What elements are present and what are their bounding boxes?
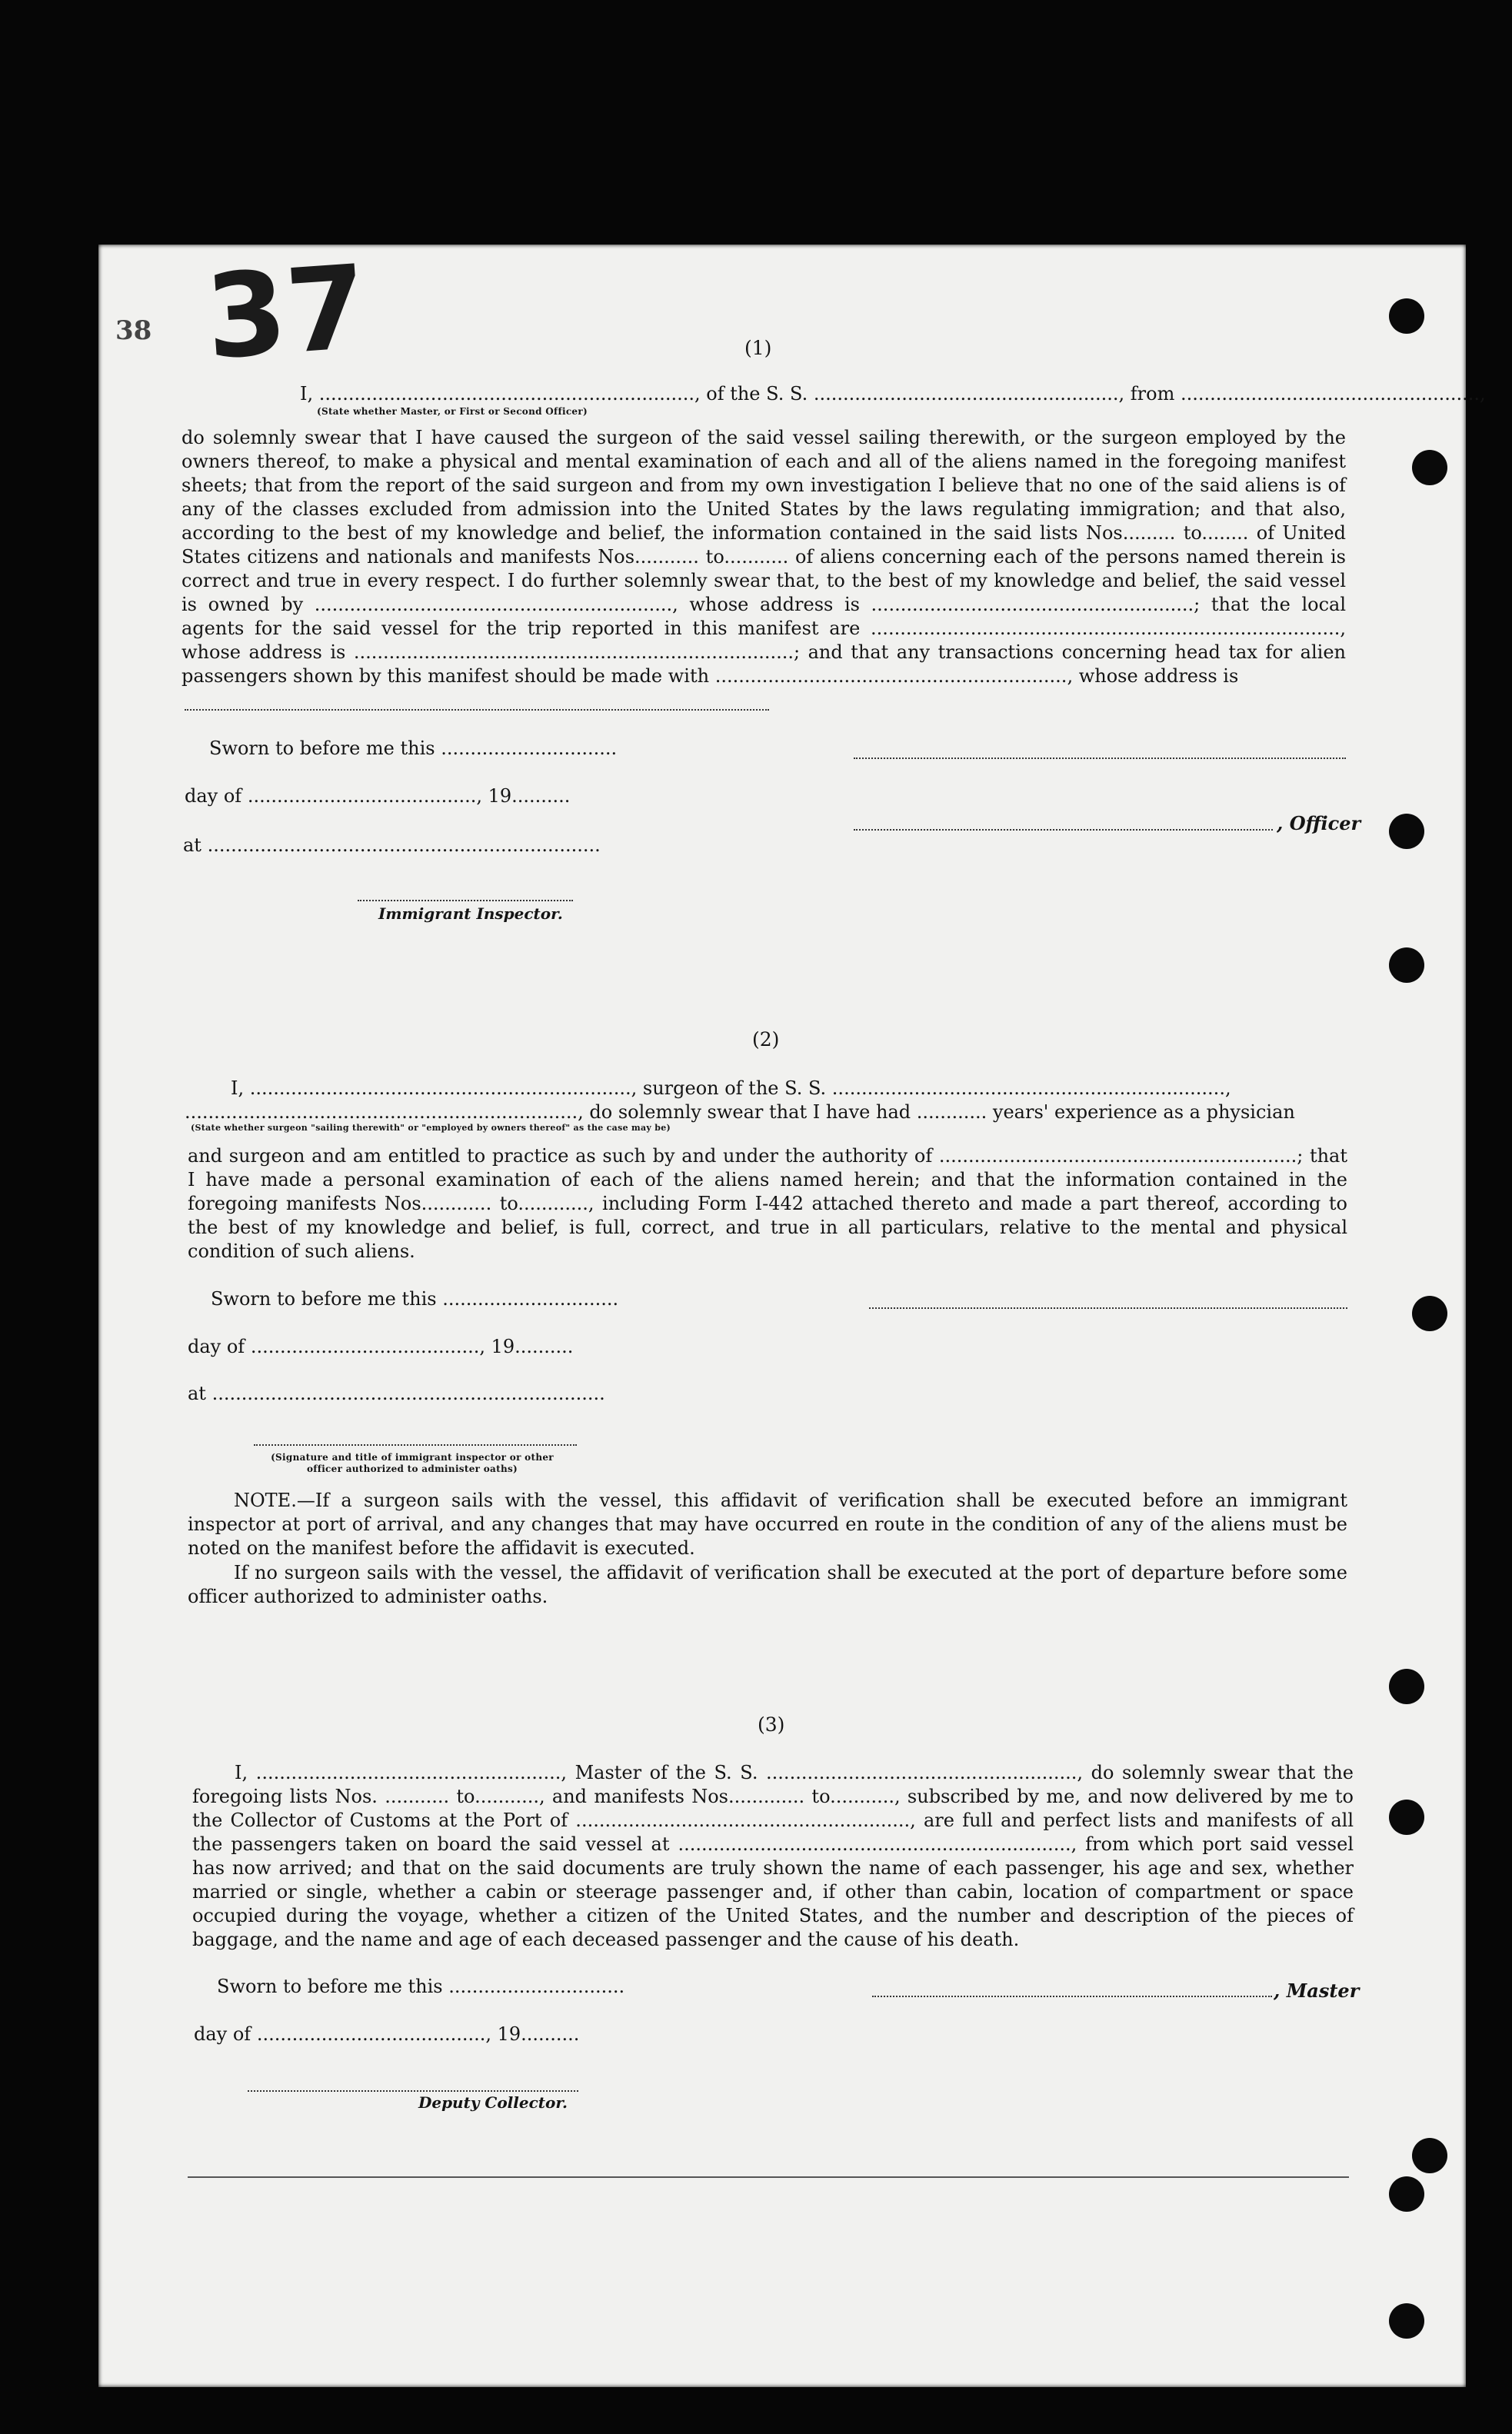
- page-stamp-number: 37: [201, 240, 371, 386]
- punch-hole: [1389, 2176, 1424, 2212]
- master-caption: , Master: [1274, 1979, 1360, 2002]
- section-1-first-line: I, ................................................................, of the S. S. ...................................................., from ...................................................,: [300, 383, 1486, 405]
- sworn-line-3: Sworn to before me this ..............................: [217, 1976, 625, 1997]
- master-label: Master: [1286, 1979, 1360, 2002]
- section-2-body: and surgeon and am entitled to practice as such by and under the authority of .............................................................; that I have made a personal examination of each of the aliens named herein; and that the information contained in the foregoing manifests Nos............ to............, including Form I-442 attached thereto and made a part thereof, according to the best of my knowledge and belief, is full, correct, and true in all particulars, relative to the mental and physical condition of such aliens.: [188, 1145, 1347, 1262]
- officer-signature-line: [854, 829, 1273, 831]
- oath-signature-line: [254, 1444, 577, 1446]
- side-number: 38: [115, 315, 152, 346]
- officer-signature-line-top: [854, 758, 1346, 759]
- section-3-number: (3): [758, 1713, 785, 1736]
- immigrant-inspector-label: Immigrant Inspector.: [378, 904, 563, 923]
- section-2-number: (2): [752, 1028, 780, 1051]
- punch-hole: [1389, 1800, 1424, 1835]
- deputy-collector-label: Deputy Collector.: [418, 2093, 568, 2112]
- section-2-second-line: ..................................................................., do solemnly swear that I have had ............ years' experience as a physician: [185, 1101, 1295, 1123]
- master-signature-line: [872, 1996, 1272, 1997]
- day-line-3: day of ......................................., 19..........: [194, 2023, 580, 2045]
- officer-label: Officer: [1289, 812, 1361, 834]
- section-1-number: (1): [744, 337, 772, 359]
- bottom-rule: [188, 2176, 1349, 2178]
- inspector-signature-line: [358, 900, 573, 901]
- sworn-line-2: Sworn to before me this ..............................: [211, 1288, 619, 1310]
- punch-hole: [1389, 298, 1424, 334]
- at-line-1: at ...................................................................: [183, 834, 601, 856]
- day-line-2: day of ......................................., 19..........: [188, 1336, 574, 1357]
- officer-caption: (State whether Master, or First or Second Officer): [317, 406, 588, 417]
- section-1-body: do solemnly swear that I have caused the surgeon of the said vessel sailing therewith, or the surgeon employed by the owners thereof, to make a physical and mental examination of each and all of the aliens named in the foregoing manifest sheets; that from the report of the said surgeon and from my own investigation I believe that no one of the said aliens is of any of the classes excluded from admission into the United States by the laws regulating immigration; and that also, according to the best of my knowledge and belief, the information contained in the said lists Nos......... to........ of United States citizens and nationals and manifests Nos........... to........... of aliens concerning each of the persons named therein is correct and true in every respect. I do further solemnly swear that, to the best of my knowledge and belief, the said vessel is owned by ............................................................., whose address is .......................................................; that the local agents for the said vessel for the trip reported in this manifest are ................................................................................, whose address is ...........................................................................; and that any transactions concerning head tax for alien passengers shown by this manifest should be made with ............................................................, whose address is: [182, 427, 1346, 687]
- punch-hole: [1389, 947, 1424, 983]
- note-paragraph-2: If no surgeon sails with the vessel, the affidavit of verification shall be executed at the port of departure before some officer authorized to administer oaths.: [188, 1562, 1347, 1607]
- day-line-1: day of ......................................., 19..........: [185, 785, 571, 807]
- punch-hole: [1389, 2303, 1424, 2339]
- punch-hole: [1389, 1669, 1424, 1704]
- punch-hole: [1412, 450, 1447, 485]
- punch-hole: [1412, 2138, 1447, 2173]
- surgeon-caption: (State whether surgeon "sailing therewith" or "employed by owners thereof" as the case may be): [191, 1123, 671, 1133]
- punch-hole: [1389, 814, 1424, 849]
- address-line: [185, 709, 769, 711]
- punch-hole: [1412, 1296, 1447, 1331]
- collector-signature-line: [248, 2090, 578, 2092]
- oath-caption: (Signature and title of immigrant inspector or other officer authorized to administer oaths): [271, 1452, 554, 1474]
- surgeon-signature-line: [869, 1307, 1347, 1309]
- note-paragraph-1: NOTE.—If a surgeon sails with the vessel, this affidavit of verification shall be executed before an immigrant inspector at port of arrival, and any changes that may have occurred en route in the condition of any of the aliens must be noted on the manifest before the affidavit is executed.: [188, 1490, 1347, 1559]
- section-2-first-line: I, ................................................................., surgeon of the S. S. ...................................................................,: [231, 1077, 1231, 1099]
- sworn-line-1: Sworn to before me this ..............................: [209, 738, 618, 759]
- section-3-body: I, ...................................................., Master of the S. S. ....................................................., do solemnly swear that the foregoing lists Nos. ........... to..........., and manifests Nos............. to..........., subscribed by me, and now delivered by me to the Collector of Customs at the Port of ........................................................., are full and perfect lists and manifests of all the passengers taken on board the said vessel at ..................................................................., from which port said vessel has now arrived; and that on the said documents are truly shown the name of each passenger, his age and sex, whether married or single, whether a cabin or steerage passenger and, if other than cabin, location of compartment or space occupied during the voyage, whether a citizen of the United States, and the number and description of the pieces of baggage, and the name and age of each deceased passenger and the cause of his death.: [192, 1762, 1354, 1950]
- at-line-2: at ...................................................................: [188, 1383, 605, 1404]
- officer-caption-label: , Officer: [1277, 812, 1361, 834]
